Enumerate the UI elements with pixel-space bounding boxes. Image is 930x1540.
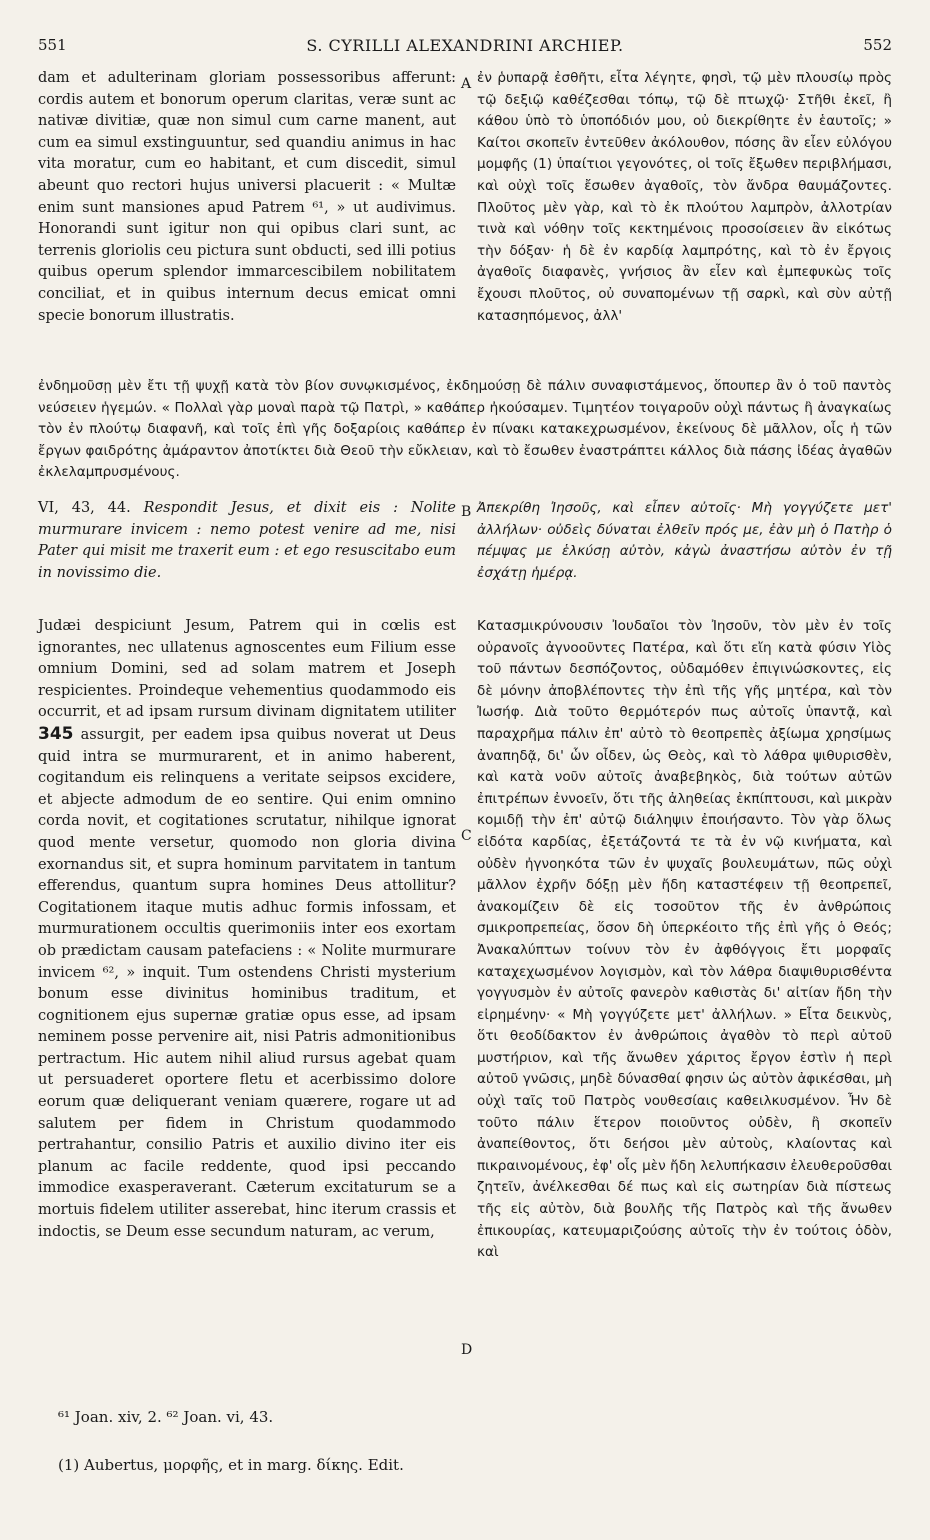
column-number-345: 345 (38, 723, 74, 744)
latin-verse (38, 498, 456, 584)
greek-column-block1 (477, 68, 892, 327)
greek-full-width-block (38, 376, 892, 484)
latin-paragraph: dam et adulterinam gloriam possessoribus afferunt: cordis autem et bonorum operum claritas, veræ sunt ac nativæ divitiæ, quæ non simul cum carne manent, aut cum ea simul exstinguuntur, sed quandiu animus in hac vita moratur, cum eo habitant, et cum discedit, simul abeunt quo rectori hujus universi placuerit : « Multæ enim sunt mansiones apud Patrem ⁶¹, » ut audivimus. Honorandi sunt igitur non qui opibus clari sunt, ac terrenis gloriolis ceu pictura sunt obducti, sed illi potius quibus operum splendor immarcescibilem nobilitatem conciliat, et in quibus internum decus emicat omni specie bonorum illustratis. (38, 70, 456, 324)
scripture-footnotes: ⁶¹ Joan. xiv, 2. ⁶² Joan. vi, 43. (58, 1408, 274, 1426)
section-marker-d: D (461, 1342, 473, 1358)
greek-column-block3 (477, 616, 892, 1264)
running-title: S. CYRILLI ALEXANDRINI ARCHIEP. (306, 36, 624, 55)
section-marker-a: A (461, 76, 472, 92)
greek-full-paragraph: ἐνδημοῦσῃ μὲν ἔτι τῇ ψυχῇ κατὰ τὸν βίον συνῳκισμένος, ἐκδημούσῃ δὲ πάλιν συναφιστάμενος, ὅπουπερ ἂν ὁ τοῦ παντὸς νεύσειεν ἡγεμών. « Πολλαὶ γὰρ μοναὶ παρὰ τῷ Πατρὶ, » καθάπερ ἠκούσαμεν. Τιμητέον τοιγαροῦν οὐχὶ πάντως ἢ ἀναγκαίως τὸν ἐν πλούτῳ διαφανῆ, καὶ τοῖς ἐπὶ γῆς δοξαρίοις καθάπερ ἐν πίνακι κατακεχρωσμένον, ἐκείνους δὲ μᾶλλον, οἷς ἡ τῶν ἔργων φαιδρότης ἀμάραντον ἀποτίκτει διὰ Θεοῦ τὴν εὔκλειαν, καὶ τὸ ἔσωθεν ἐναστράπτει κάλλος διὰ πάσης ἰδέας ἀγαθῶν ἐκλελαμπρυσμένους. (38, 378, 892, 481)
editorial-footnote: (1) Aubertus, μορφῆς, et in marg. δίκης. Edit. (58, 1456, 404, 1474)
greek-paragraph: ἐν ῥυπαρᾷ ἐσθῆτι, εἶτα λέγητε, φησὶ, τῷ μὲν πλουσίῳ πρὸς τῷ δεξιῷ καθέζεσθαι τόπῳ, τῷ δὲ πτωχῷ· Στῆθι ἐκεῖ, ἢ κάθου ὑπὸ τὸ ὑποπόδιόν μου, οὐ διεκρίθητε ἐν ἑαυτοῖς; » Καίτοι σκοπεῖν ἐντεῦθεν ἀκόλουθον, πόσης ἂν εἶεν εὐλόγου μομφῆς (1) ὑπαίτιοι γεγονότες, οἱ τοῖς ἔξωθεν περιβλήμασι, καὶ οὐχὶ τοῖς ἔσωθεν ἀγαθοῖς, τὸν ἄνδρα θαυμάζοντες. Πλοῦτος μὲν γὰρ, καὶ τὸ ἐκ πλούτου λαμπρὸν, ἀλλοτρίαν τινὰ καὶ νόθην τοῖς κεκτημένοις προσοίσειεν ἂν εἰκότως τὴν δόξαν· ἡ δὲ ἐν καρδίᾳ λαμπρότης, καὶ τὸ ἐν ἔργοις ἀγαθοῖς διαφανὲς, γνήσιος ἂν εἶεν καὶ ἐμπεφυκὼς τοῖς ἔχουσι πλοῦτος, οὐ συναπομένων τῇ σαρκὶ, καὶ σὺν αὐτῇ κατασηπόμενος, ἀλλ' (477, 70, 892, 324)
latin-commentary-part1: Judæi despiciunt Jesum, Patrem qui in cœlis est ignorantes, nec ullatenus agnoscentes eum Filium esse omnium Domini, sed ad solam matrem et Joseph respicientes. Proindeque vehementius quodammodo eis occurrit, et ad ipsam rursum divinam dignitatem utiliter (38, 618, 456, 721)
verse-greek-text: Ἀπεκρίθη Ἰησοῦς, καὶ εἶπεν αὐτοῖς· Μὴ γογγύζετε μετ' ἀλλήλων· οὐδεὶς δύναται ἐλθεῖν πρός με, ἐὰν μὴ ὁ Πατὴρ ὁ πέμψας με ἑλκύσῃ αὐτὸν, κἀγὼ ἀναστήσω αὐτὸν ἐν τῇ ἐσχάτῃ ἡμέρᾳ. (477, 500, 892, 581)
latin-column-block1 (38, 68, 456, 327)
latin-commentary-part2: assurgit, per eadem ipsa quibus noverat ut Deus quid intra se murmurarent, et in animo haberent, cogitandum eis relinquens a veritate seipsos excidere, et abjecte admodum de eo sentire. Qui enim omnino corda novit, et cogitationes scrutatur, nihilque ignorat quod mente versetur, quomodo non gloria divina exornandus sit, et supra hominum parvitatem in tantum efferendus, quantum supra homines Deus attollitur? Cogitationem itaque mutis adhuc formis infossam, et murmurationem occultis querimoniis inter eos exortam ob prædictam causam patefaciens : « Nolite murmurare invicem ⁶², » inquit. Tum ostendens Christi mysterium bonum esse divinitus hominibus traditum, et cognitionem ejus supernæ gratiæ opus esse, ad ipsam neminem posse pervenire ait, nisi Patris admonitionibus pertractum. Hic autem nihil aliud rursus agebat quam ut persuaderet oportere fletu et acerbissimo dolore eorum quæ deliquerant veniam quærere, rogare ut ad salutem per fidem in Christum quodammodo pertrahantur, consilio Patris et auxilio divino iter eis planum ac facile reddente, quod ipsi peccando immodice exasperaverant. Cæterum excitaturum se a mortuis fidelem utiliter asserebat, hinc iterum crassis et indoctis, se Deum esse secundum naturam, ac verum, (38, 726, 456, 1240)
verse-reference: VI, 43, 44. (38, 500, 131, 516)
verse-latin-text: Respondit Jesus, et dixit eis : Nolite murmurare invicem : nemo potest venire ad me, nisi Pater qui misit me traxerit eum : et ego resuscitabo eum in novissimo die. (38, 500, 457, 581)
page-number-right: 552 (863, 36, 892, 54)
latin-column-block3 (38, 616, 456, 1243)
section-marker-b: B (461, 504, 472, 520)
section-marker-c: C (461, 828, 472, 844)
page-header (38, 36, 892, 60)
greek-verse (477, 498, 892, 584)
page-number-left: 551 (38, 36, 67, 54)
greek-commentary: Κατασμικρύνουσιν Ἰουδαῖοι τὸν Ἰησοῦν, τὸν μὲν ἐν τοῖς οὐρανοῖς ἀγνοοῦντες Πατέρα, καὶ ὅτι εἴη κατὰ φύσιν Υἱὸς τοῦ πάντων δεσπόζοντος, οὐδαμόθεν ἐπιγινώσκοντες, εἰς δὲ μόνην ἀποβλέποντες τὴν ἐπὶ τῆς γῆς μητέρα, καὶ τὸν Ἰωσήφ. Διὰ τοῦτο θερμότερόν πως αὐτοῖς ὑπαντᾷ, καὶ παραχρῆμα πάλιν ἐπ' αὐτὸ τὸ θεοπρεπὲς ἀξίωμα χρησίμως ἀναπηδᾷ, δι' ὧν οἶδεν, ὡς Θεὸς, καὶ τὸ λάθρα ψιθυρισθὲν, καὶ κατὰ νοῦν αὐτοῖς ἀναβεβηκὸς, διὰ τούτων αὐτῶν ἐπιτρέπων ἐννοεῖν, ὅτι τῆς ἀληθείας ἐκπίπτουσι, καὶ μικρὰν κομιδῇ τὴν ἐπ' αὐτῷ διάληψιν ἐποιήσαντο. Τὸν γὰρ ὅλως εἰδότα καρδίας, ἐξετάζοντά τε τὰ ἐν νῷ κινήματα, καὶ οὐδὲν ἠγνοηκότα τῶν ἐν ψυχαῖς βουλευμάτων, πῶς οὐχὶ μᾶλλον ἐχρῆν δόξῃ μὲν ἤδη καταστέφειν τῇ θεοπρεπεῖ, ἀνακομίζειν δὲ εἰς τοσοῦτον τῆς ἐν ἀνθρώποις σμικροπρεπείας, ὅσον δὴ ὑπερκέοιτο τῆς ἐπὶ γῆς ὁ Θεός; Ἀνακαλύπτων τοίνυν τὸν ἐν ἀφθόγγοις ἔτι μορφαῖς καταχεχωσμένον λογισμὸν, καὶ τὸν λάθρα διαψιθυρισθέντα γογγυσμὸν ἐν αὐτοῖς φανερὸν καθιστὰς δι' αἰτίαν ἤδη τὴν εἰρημένην· « Μὴ γογγύζετε μετ' ἀλλήλων. » Εἶτα δεικνὺς, ὅτι θεοδίδακτον ἐν ἀνθρώποις ἀγαθὸν τὸ περὶ αὐτοῦ μυστήριον, καὶ τῆς ἄνωθεν χάριτος ἔργον ἐστὶν ἡ περὶ αὐτοῦ γνῶσις, μηδὲ δύνασθαί φησιν ὡς αὐτὸν ἀφικέσθαι, μὴ οὐχὶ ταῖς τοῦ Πατρὸς νουθεσίαις καθειλκυσμένον. Ἦν δὲ τοῦτο πάλιν ἕτερον ποιοῦντος οὐδὲν, ἢ σκοπεῖν ἀναπείθοντος, ὅτι δεήσοι μὲν αὐτοὺς, κλαίοντας καὶ πικραινομένους, ἐφ' οἷς μὲν ἤδη λελυπήκασιν ἐλευθεροῦσθαι ζητεῖν, ἀνέλκεσθαι δέ πως καὶ εἰς σωτηρίαν διὰ πίστεως τῆς εἰς αὐτὸν, διὰ βουλῆς τῆς Πατρὸς καὶ τῆς ἄνωθεν ἐπικουρίας, κατευμαριζούσης αὐτοῖς τὴν ἐν τούτοις ὁδὸν, καὶ (477, 618, 892, 1261)
